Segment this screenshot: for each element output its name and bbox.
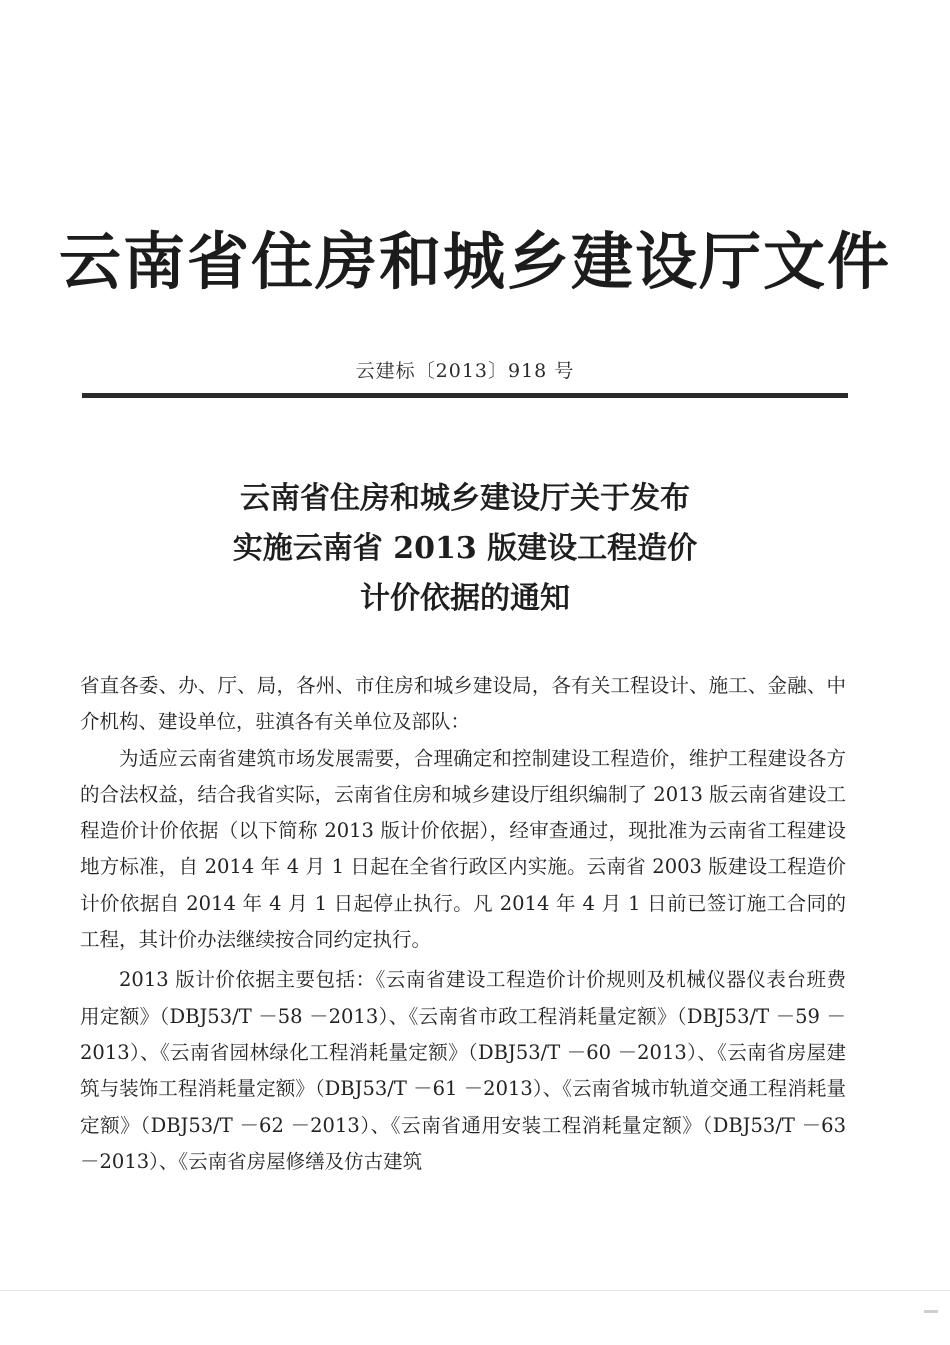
paragraph-contents: 2013 版计价依据主要包括：《云南省建设工程造价计价规则及机械仪器仪表台班费用定额》（DBJ53/T －58 －2013）、《云南省市政工程消耗量定额》（DBJ53/T －59 －2013）、《云南省园林绿化工程消耗量定额》（DBJ53/T －60 －2013）、《云南省房屋建筑与装饰工程消耗量定额》（DBJ53/T －61 －2013）、《云南省城市轨道交通工程消耗量定额》（DBJ53/T －62 －2013）、《云南省通用安装工程消耗量定额》（DBJ53/T －63 －2013）、《云南省房屋修缮及仿古建筑 [80, 968, 846, 1173]
scan-edge-line [0, 1290, 950, 1291]
issuer-header: 云南省住房和城乡建设厅文件 [58, 225, 891, 298]
paragraph-purpose: 为适应云南省建筑市场发展需要，合理确定和控制建设工程造价，维护工程建设各方的合法权益，结合我省实际，云南省住房和城乡建设厅组织编制了 2013 版云南省建设工程造价计价依据（以下简称 2013 版计价依据），经审查通过，现批准为云南省工程建设地方标准，自 2014 年 4 月 1 日起在全省行政区内实施。云南省 2003 版建设工程造价计价依据自 2014 年 4 月 1 日起停止执行。凡 2014 年 4 月 1 日前已签订施工合同的工程，其计价办法继续按合同约定执行。 [80, 746, 846, 952]
title-line-1: 云南省住房和城乡建设厅关于发布 [240, 481, 690, 516]
scan-edge-mark [924, 1310, 938, 1313]
header-divider [82, 393, 848, 398]
title-line-2: 实施云南省 2013 版建设工程造价 [232, 531, 698, 566]
notice-title [0, 474, 930, 624]
document-number: 云建标〔2013〕918 号 [355, 360, 575, 382]
addressees: 省直各委、办、厅、局，各州、市住房和城乡建设局，各有关工程设计、施工、金融、中介机构、建设单位，驻滇各有关单位及部队： [80, 674, 846, 734]
title-line-3: 计价依据的通知 [360, 581, 570, 616]
notice-body [80, 668, 846, 1180]
